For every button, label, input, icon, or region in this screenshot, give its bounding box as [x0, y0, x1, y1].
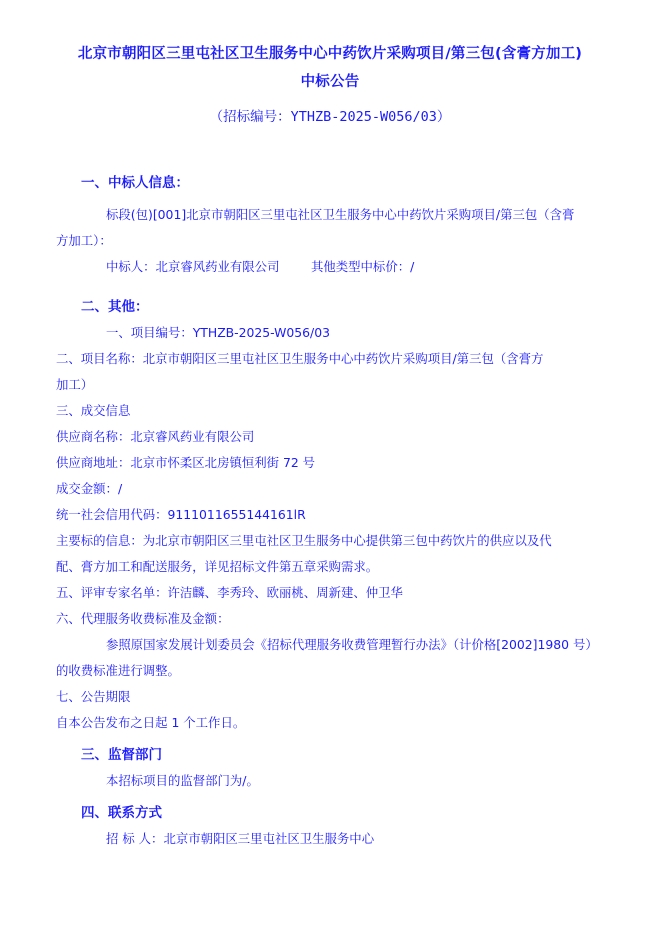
section-heading-supervision: 三、监督部门 [81, 747, 162, 763]
winner-lot-line-2: 方加工）： [56, 233, 112, 248]
other-item-credit-code: 统一社会信用代码：9111011655144161lR [56, 507, 306, 522]
other-item-project-name-1: 二、项目名称：北京市朝阳区三里屯社区卫生服务中心中药饮片采购项目/第三包（含膏方 [56, 351, 544, 366]
other-item-subject-info-2: 配、膏方加工和配送服务，详见招标文件第五章采购需求。 [56, 559, 379, 574]
other-item-project-code: 一、项目编号：YTHZB-2025-W056/03 [106, 325, 330, 340]
other-item-agency-fee-1: 参照原国家发展计划委员会《招标代理服务收费管理暂行办法》（计价格[2002]1980 号） [106, 637, 598, 652]
document-bid-number: （招标编号：YTHZB-2025-W056/03） [209, 109, 451, 125]
other-item-subject-info-1: 主要标的信息：为北京市朝阳区三里屯社区卫生服务中心提供第三包中药饮片的供应以及代 [56, 533, 552, 548]
winner-name-line: 中标人：北京睿风药业有限公司 其他类型中标价：/ [106, 259, 415, 274]
other-item-supplier-name: 供应商名称：北京睿风药业有限公司 [56, 429, 255, 444]
other-item-project-name-2: 加工） [56, 377, 94, 392]
document-title [56, 40, 604, 96]
document-title-line2: 中标公告 [300, 74, 360, 90]
spacer [56, 132, 604, 156]
other-item-agency-fee-heading: 六、代理服务收费标准及金额： [56, 611, 230, 626]
section-heading-winner-info: 一、中标人信息： [81, 175, 189, 191]
section-heading-contact: 四、联系方式 [81, 805, 162, 821]
document-title-line1: 北京市朝阳区三里屯社区卫生服务中心中药饮片采购项目/第三包(含膏方加工) [77, 46, 583, 62]
section-heading-other: 二、其他： [81, 299, 149, 315]
supervision-body-line: 本招标项目的监督部门为/。 [106, 773, 259, 788]
other-item-notice-period: 自本公告发布之日起 1 个工作日。 [56, 715, 246, 730]
other-item-supplier-address: 供应商地址：北京市怀柔区北房镇恒利街 72 号 [56, 455, 316, 470]
other-item-deal-amount: 成交金额：/ [56, 481, 123, 496]
winner-lot-line-1: 标段(包)[001]北京市朝阳区三里屯社区卫生服务中心中药饮片采购项目/第三包（含膏 [106, 207, 575, 222]
other-item-deal-info-heading: 三、成交信息 [56, 403, 131, 418]
other-item-agency-fee-2: 的收费标准进行调整。 [56, 663, 180, 678]
other-item-review-experts: 五、评审专家名单：许洁麟、李秀玲、欧丽桃、周新建、仲卫华 [56, 585, 403, 600]
contact-tenderer-line: 招 标 人：北京市朝阳区三里屯社区卫生服务中心 [106, 831, 375, 846]
other-item-notice-period-heading: 七、公告期限 [56, 689, 131, 704]
